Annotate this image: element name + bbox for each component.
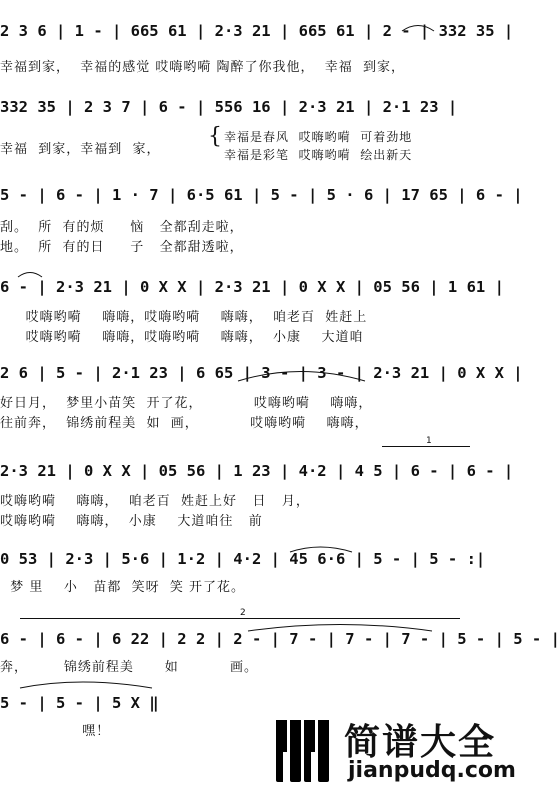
lyric-line: 嘿！ — [0, 724, 111, 739]
lyric-line-verse-2: 哎嗨哟嗬 嗨嗨，哎嗨哟嗬 嗨嗨， 小康 大道咱 — [0, 330, 364, 345]
volta-2-bracket — [20, 608, 460, 619]
volta-1-bracket — [382, 436, 470, 447]
lyric-line-verse-1: 哎嗨哟嗬 嗨嗨， 咱老百 姓赶上好 日 月， — [0, 494, 310, 509]
notation-line: 5 - | 6 - | 1 · 7 | 6·5 61 | 5 - | 5 · 6 | 17 65 | 6 - | — [0, 186, 523, 204]
lyric-line-verse-1: 幸福是春风 哎嗨哟嗬 可着劲地 — [224, 130, 413, 144]
lyric-line-verse-2: 幸福是彩笔 哎嗨哟嗬 绘出新天 — [224, 148, 413, 162]
notation-line: 5 - | 5 - | 5 X ‖ — [0, 694, 159, 712]
lyric-brace: { — [208, 124, 222, 149]
lyric-line-verse-1: 好日月， 梦里小苗笑 开了花， 哎嗨哟嗬 嗨嗨， — [0, 396, 373, 411]
watermark-url: jianpudq.com — [348, 758, 516, 783]
lyric-line-verse-1: 刮。 所 有的烦 恼 全都刮走啦， — [0, 220, 244, 235]
lyric-line-verse-2: 地。 所 有的日 子 全都甜透啦， — [0, 240, 244, 255]
notation-line: 0 53 | 2·3 | 5·6 | 1·2 | 4·2 | 45 6·6 | 5 - | 5 - :| — [0, 550, 486, 568]
lyric-line-verse-1: 哎嗨哟嗬 嗨嗨，哎嗨哟嗬 嗨嗨， 咱老百 姓赶上 — [0, 310, 368, 325]
lyric-line: 幸福 到家，幸福到 家， — [0, 142, 161, 157]
notation-line: 2 6 | 5 - | 2·1 23 | 6 65 | 3 - | 3 - | 2·3 21 | 0 X X | — [0, 364, 523, 382]
volta-2-label: 2 — [240, 608, 246, 618]
notation-line: 6 - | 6 - | 6 22 | 2 2 | 2 - | 7 - | 7 - | 7 - | 5 - | 5 - | — [0, 630, 560, 648]
notation-line: 332 35 | 2 3 7 | 6 - | 556 16 | 2·3 21 | 2·1 23 | — [0, 98, 458, 116]
lyric-line: 幸福到家， 幸福的感觉 哎嗨哟嗬 陶醉了你我他， 幸福 到家， — [0, 60, 406, 75]
notation-line: 2·3 21 | 0 X X | 05 56 | 1 23 | 4·2 | 4 5 | 6 - | 6 - | — [0, 462, 514, 480]
lyric-line: 梦 里 小 苗都 笑呀 笑 开了花。 — [0, 580, 245, 595]
piano-keys-icon — [276, 716, 340, 782]
lyric-line: 奔， 锦绣前程美 如 画。 — [0, 660, 259, 675]
watermark-logo — [270, 712, 516, 788]
lyric-line-verse-2: 哎嗨哟嗬 嗨嗨， 小康 大道咱往 前 — [0, 514, 263, 529]
notation-line: 6 - | 2·3 21 | 0 X X | 2·3 21 | 0 X X | 05 56 | 1 61 | — [0, 278, 504, 296]
watermark-brand: 简谱大全 — [344, 722, 497, 763]
volta-1-label: 1 — [426, 436, 432, 446]
lyric-line-verse-2: 往前奔， 锦绣前程美 如 画， 哎嗨哟嗬 嗨嗨， — [0, 416, 369, 431]
notation-line: 2 3 6 | 1 - | 665 61 | 2·3 21 | 665 61 | 2 - | 332 35 | — [0, 22, 514, 40]
